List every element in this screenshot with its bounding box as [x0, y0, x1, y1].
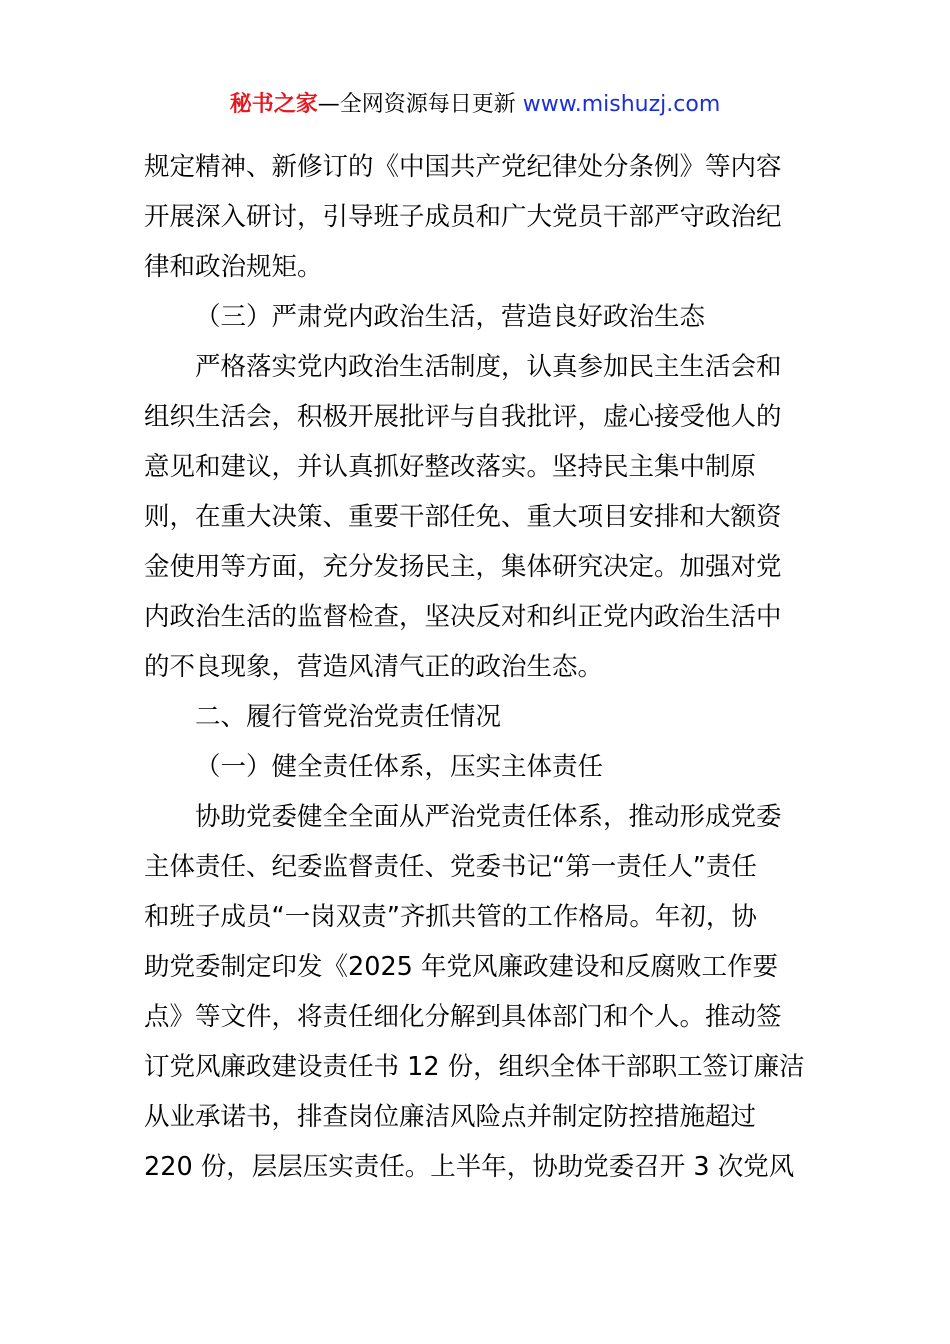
- text-line: 订党风廉政建设责任书 12 份，组织全体干部职工签订廉洁: [144, 1052, 805, 1082]
- text-line: 内政治生活的监督检查，坚决反对和纠正党内政治生活中: [144, 602, 782, 632]
- text-line: 开展深入研讨，引导班子成员和广大党员干部严守政治纪: [144, 202, 782, 232]
- text-line: 220 份，层层压实责任。上半年，协助党委召开 3 次党风: [144, 1152, 795, 1182]
- text-line: 和班子成员“一岗双责”齐抓共管的工作格局。年初，协: [144, 902, 757, 932]
- text-line: 从业承诺书，排查岗位廉洁风险点并制定防控措施超过: [144, 1102, 757, 1132]
- text-line: 意见和建议，并认真抓好整改落实。坚持民主集中制原: [144, 452, 757, 482]
- text-line: 则，在重大决策、重要干部任免、重大项目安排和大额资: [144, 502, 782, 532]
- page-header: [0, 88, 950, 122]
- section-heading: （一）健全责任体系，压实主体责任: [195, 752, 604, 782]
- text-line: 规定精神、新修订的《中国共产党纪律处分条例》等内容: [144, 152, 782, 182]
- text-line: 金使用等方面，充分发扬民主，集体研究决定。加强对党: [144, 552, 782, 582]
- text-line: 主体责任、纪委监督责任、党委书记“第一责任人”责任: [144, 852, 757, 882]
- site-url-link[interactable]: www.mishuzj.com: [522, 92, 721, 117]
- section-heading: （三）严肃党内政治生活，营造良好政治生态: [195, 302, 706, 332]
- chapter-heading: 二、履行管党治党责任情况: [195, 702, 502, 732]
- document-body: [144, 142, 814, 1192]
- text-line: 的不良现象，营造风清气正的政治生态。: [144, 652, 604, 682]
- text-line: 点》等文件，将责任细化分解到具体部门和个人。推动签: [144, 1002, 782, 1032]
- text-line: 律和政治规矩。: [144, 252, 323, 282]
- paragraph-start: 协助党委健全全面从严治党责任体系，推动形成党委: [195, 802, 782, 832]
- header-tagline: —全网资源每日更新: [317, 92, 523, 117]
- text-line: 组织生活会，积极开展批评与自我批评，虚心接受他人的: [144, 402, 782, 432]
- brand-name: 秘书之家: [229, 92, 318, 117]
- paragraph-start: 严格落实党内政治生活制度，认真参加民主生活会和: [195, 352, 782, 382]
- text-line: 助党委制定印发《2025 年党风廉政建设和反腐败工作要: [144, 952, 779, 982]
